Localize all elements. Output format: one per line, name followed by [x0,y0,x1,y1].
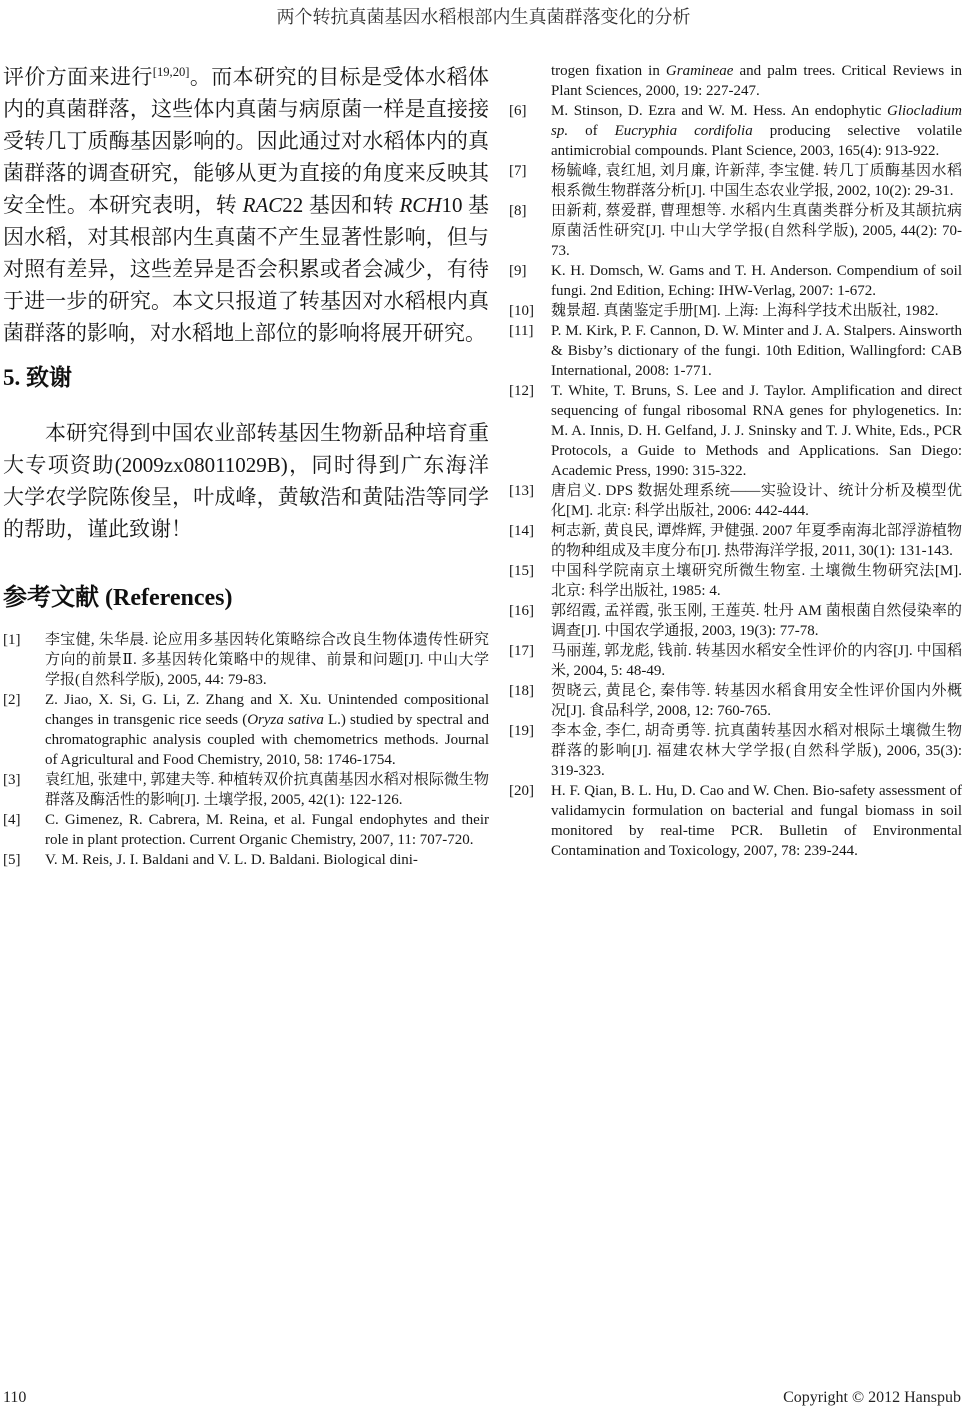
acknowledgements-paragraph: 本研究得到中国农业部转基因生物新品种培育重大专项资助(2009zx08011029B)，同时得到广东海洋大学农学院陈俊呈，叶成峰，黄敏浩和黄陆浩等同学的帮助，谨此致谢！ [3,421,489,541]
reference-text: trogen fixation in Gramineae and palm trees. Critical Reviews in Plant Sciences, 2000, 19: 227-247. [551,63,962,99]
reference-number: [3] [3,772,21,788]
two-column-layout [0,61,967,870]
reference-number: [16] [509,603,534,619]
reference-item [509,641,962,681]
reference-item [3,630,489,690]
left-column [3,61,489,870]
reference-number [509,61,551,101]
reference-text: T. White, T. Bruns, S. Lee and J. Taylor. Amplification and direct sequencing of fungal ribosomal RNA genes for phylogenetics. In: M. A. Innis, D. H. Gelfand, J. J. Sninsky and T. J. White, Eds., PCR Protocols, a Guide to Methods and Applications. San Diego: Academic Press, 1990: 315-322. [551,383,962,479]
reference-item [3,770,489,810]
reference-text: K. H. Domsch, W. Gams and T. H. Anderson. Compendium of soil fungi. 2nd Edition, Eching: IHW-Verlag, 2007: 1-672. [551,263,962,299]
page-number: 110 [3,1389,27,1406]
reference-number: [19] [509,723,534,739]
reference-number: [5] [3,852,21,868]
reference-text: 杨毓峰, 袁红旭, 刘月廉, 许新萍, 李宝健. 转几丁质酶基因水稻根系微生物群落分析[J]. 中国生态农业学报, 2002, 10(2): 29-31. [551,163,962,199]
reference-item [3,850,489,870]
reference-number: [7] [509,163,527,179]
reference-number: [18] [509,683,534,699]
reference-number: [15] [509,563,534,579]
reference-item [509,61,962,101]
reference-number: [13] [509,483,534,499]
reference-text: 郭绍霞, 孟祥霞, 张玉刚, 王莲英. 牡丹 AM 菌根菌自然侵染率的调查[J]. 中国农学通报, 2003, 19(3): 77-78. [551,603,962,639]
reference-number: [8] [509,203,527,219]
reference-item [509,161,962,201]
reference-number: [17] [509,643,534,659]
reference-number: [6] [509,103,527,119]
page-footer [3,1388,961,1408]
reference-item [509,721,962,781]
references-heading: 参考文献 (References) [3,585,233,611]
reference-number: [2] [3,692,21,708]
reference-text: 李宝健, 朱华晨. 论应用多基因转化策略综合改良生物体遗传性研究方向的前景Ⅱ. 多基因转化策略中的规律、前景和问题[J]. 中山大学学报(自然科学版), 2005, 44: 79-83. [45,632,489,688]
reference-item [509,101,962,161]
reference-text: Z. Jiao, X. Si, G. Li, Z. Zhang and X. Xu. Unintended compositional changes in transgenic rice seeds (Oryza sativa L.) studied by spectral and chromatographic analysis coupled with chemometrics methods. Journal of Agricultural and Food Chemistry, 2010, 58: 1746-1754. [45,692,489,768]
reference-text: V. M. Reis, J. I. Baldani and V. L. D. Baldani. Biological dini- [45,852,418,868]
reference-text: C. Gimenez, R. Cabrera, M. Reina, et al. Fungal endophytes and their role in plant protection. Current Organic Chemistry, 2007, 11: 707-720. [45,812,489,848]
reference-text: 贺晓云, 黄昆仑, 秦伟等. 转基因水稻食用安全性评价国内外概况[J]. 食品科学, 2008, 12: 760-765. [551,683,962,719]
reference-item [509,321,962,381]
reference-number: [12] [509,383,534,399]
reference-number: [4] [3,812,21,828]
reference-text: P. M. Kirk, P. F. Cannon, D. W. Minter and J. A. Stalpers. Ainsworth & Bisby’s dictionary of the fungi. 10th Edition, Wallingford: CAB International, 2008: 1-771. [551,323,962,379]
reference-item [509,481,962,521]
reference-number: [11] [509,323,534,339]
paper-title: 两个转抗真菌基因水稻根部内生真菌群落变化的分析 [276,7,691,27]
reference-item [509,521,962,561]
reference-item [509,381,962,481]
reference-text: M. Stinson, D. Ezra and W. M. Hess. An endophytic Gliocladium sp. of Eucryphia cordifolia producing selective volatile antimicrobial compounds. Plant Science, 2003, 165(4): 913-922. [551,103,963,159]
reference-number: [20] [509,783,534,799]
reference-item [3,690,489,770]
acknowledgements-heading: 5. 致谢 [3,365,72,390]
reference-text: H. F. Qian, B. L. Hu, D. Cao and W. Chen. Bio-safety assessment of validamycin formulation on bacterial and fungal biomass in soil monitored by real-time PCR. Bulletin of Environmental Contamination and Toxicology, 2007, 78: 239-244. [551,783,962,859]
reference-text: 袁红旭, 张建中, 郭建夫等. 种植转双价抗真菌基因水稻对根际微生物群落及酶活性的影响[J]. 土壤学报, 2005, 42(1): 122-126. [45,772,489,808]
body-paragraph: 评价方面来进行[19,20]。而本研究的目标是受体水稻体内的真菌群落，这些体内真菌与病原菌一样是直接接受转几丁质酶基因影响的。因此通过对水稻体内的真菌群落的调查研究，能够从更为直接的角度来反映其安全性。本研究表明，转 RAC22 基因和转 RCH10 基因水稻，对其根部内生真菌不产生显著性影响，但与对照有差异，这些差异是否会积累或者会减少，有待于进一步的研究。本文只报道了转基因对水稻根内真菌群落的影响，对水稻地上部位的影响将展开研究。 [3,65,490,345]
right-column [509,61,962,870]
copyright-text: Copyright © 2012 Hanspub [783,1389,961,1406]
reference-item [509,261,962,301]
references-list-left [3,630,489,870]
reference-text: 唐启义. DPS 数据处理系统——实验设计、统计分析及模型优化[M]. 北京: 科学出版社, 2006: 442-444. [551,483,962,519]
reference-number: [1] [3,632,21,648]
reference-item [3,810,489,850]
reference-text: 中国科学院南京土壤研究所微生物室. 土壤微生物研究法[M]. 北京: 科学出版社, 1985: 4. [551,563,962,599]
reference-text: 田新莉, 蔡爱群, 曹理想等. 水稻内生真菌类群分析及其颉抗病原菌活性研究[J]. 中山大学学报(自然科学版), 2005, 44(2): 70-73. [551,203,962,259]
reference-item [509,201,962,261]
reference-number: [10] [509,303,534,319]
reference-item [509,781,962,861]
references-list-right [509,61,962,861]
reference-item [509,301,962,321]
reference-number: [14] [509,523,534,539]
reference-text: 魏景超. 真菌鉴定手册[M]. 上海: 上海科学技术出版社, 1982. [551,303,939,319]
reference-text: 马丽莲, 郭龙彪, 钱前. 转基因水稻安全性评价的内容[J]. 中国稻米, 2004, 5: 48-49. [551,643,962,679]
reference-text: 李本金, 李仁, 胡奇勇等. 抗真菌转基因水稻对根际土壤微生物群落的影响[J]. 福建农林大学学报(自然科学版), 2006, 35(3): 319-323. [551,723,962,779]
reference-item [509,561,962,601]
reference-item [509,601,962,641]
reference-text: 柯志新, 黄良民, 谭烨辉, 尹健强. 2007 年夏季南海北部浮游植物的物种组成及丰度分布[J]. 热带海洋学报, 2011, 30(1): 131-143. [551,523,962,559]
reference-number: [9] [509,263,527,279]
reference-item [509,681,962,721]
